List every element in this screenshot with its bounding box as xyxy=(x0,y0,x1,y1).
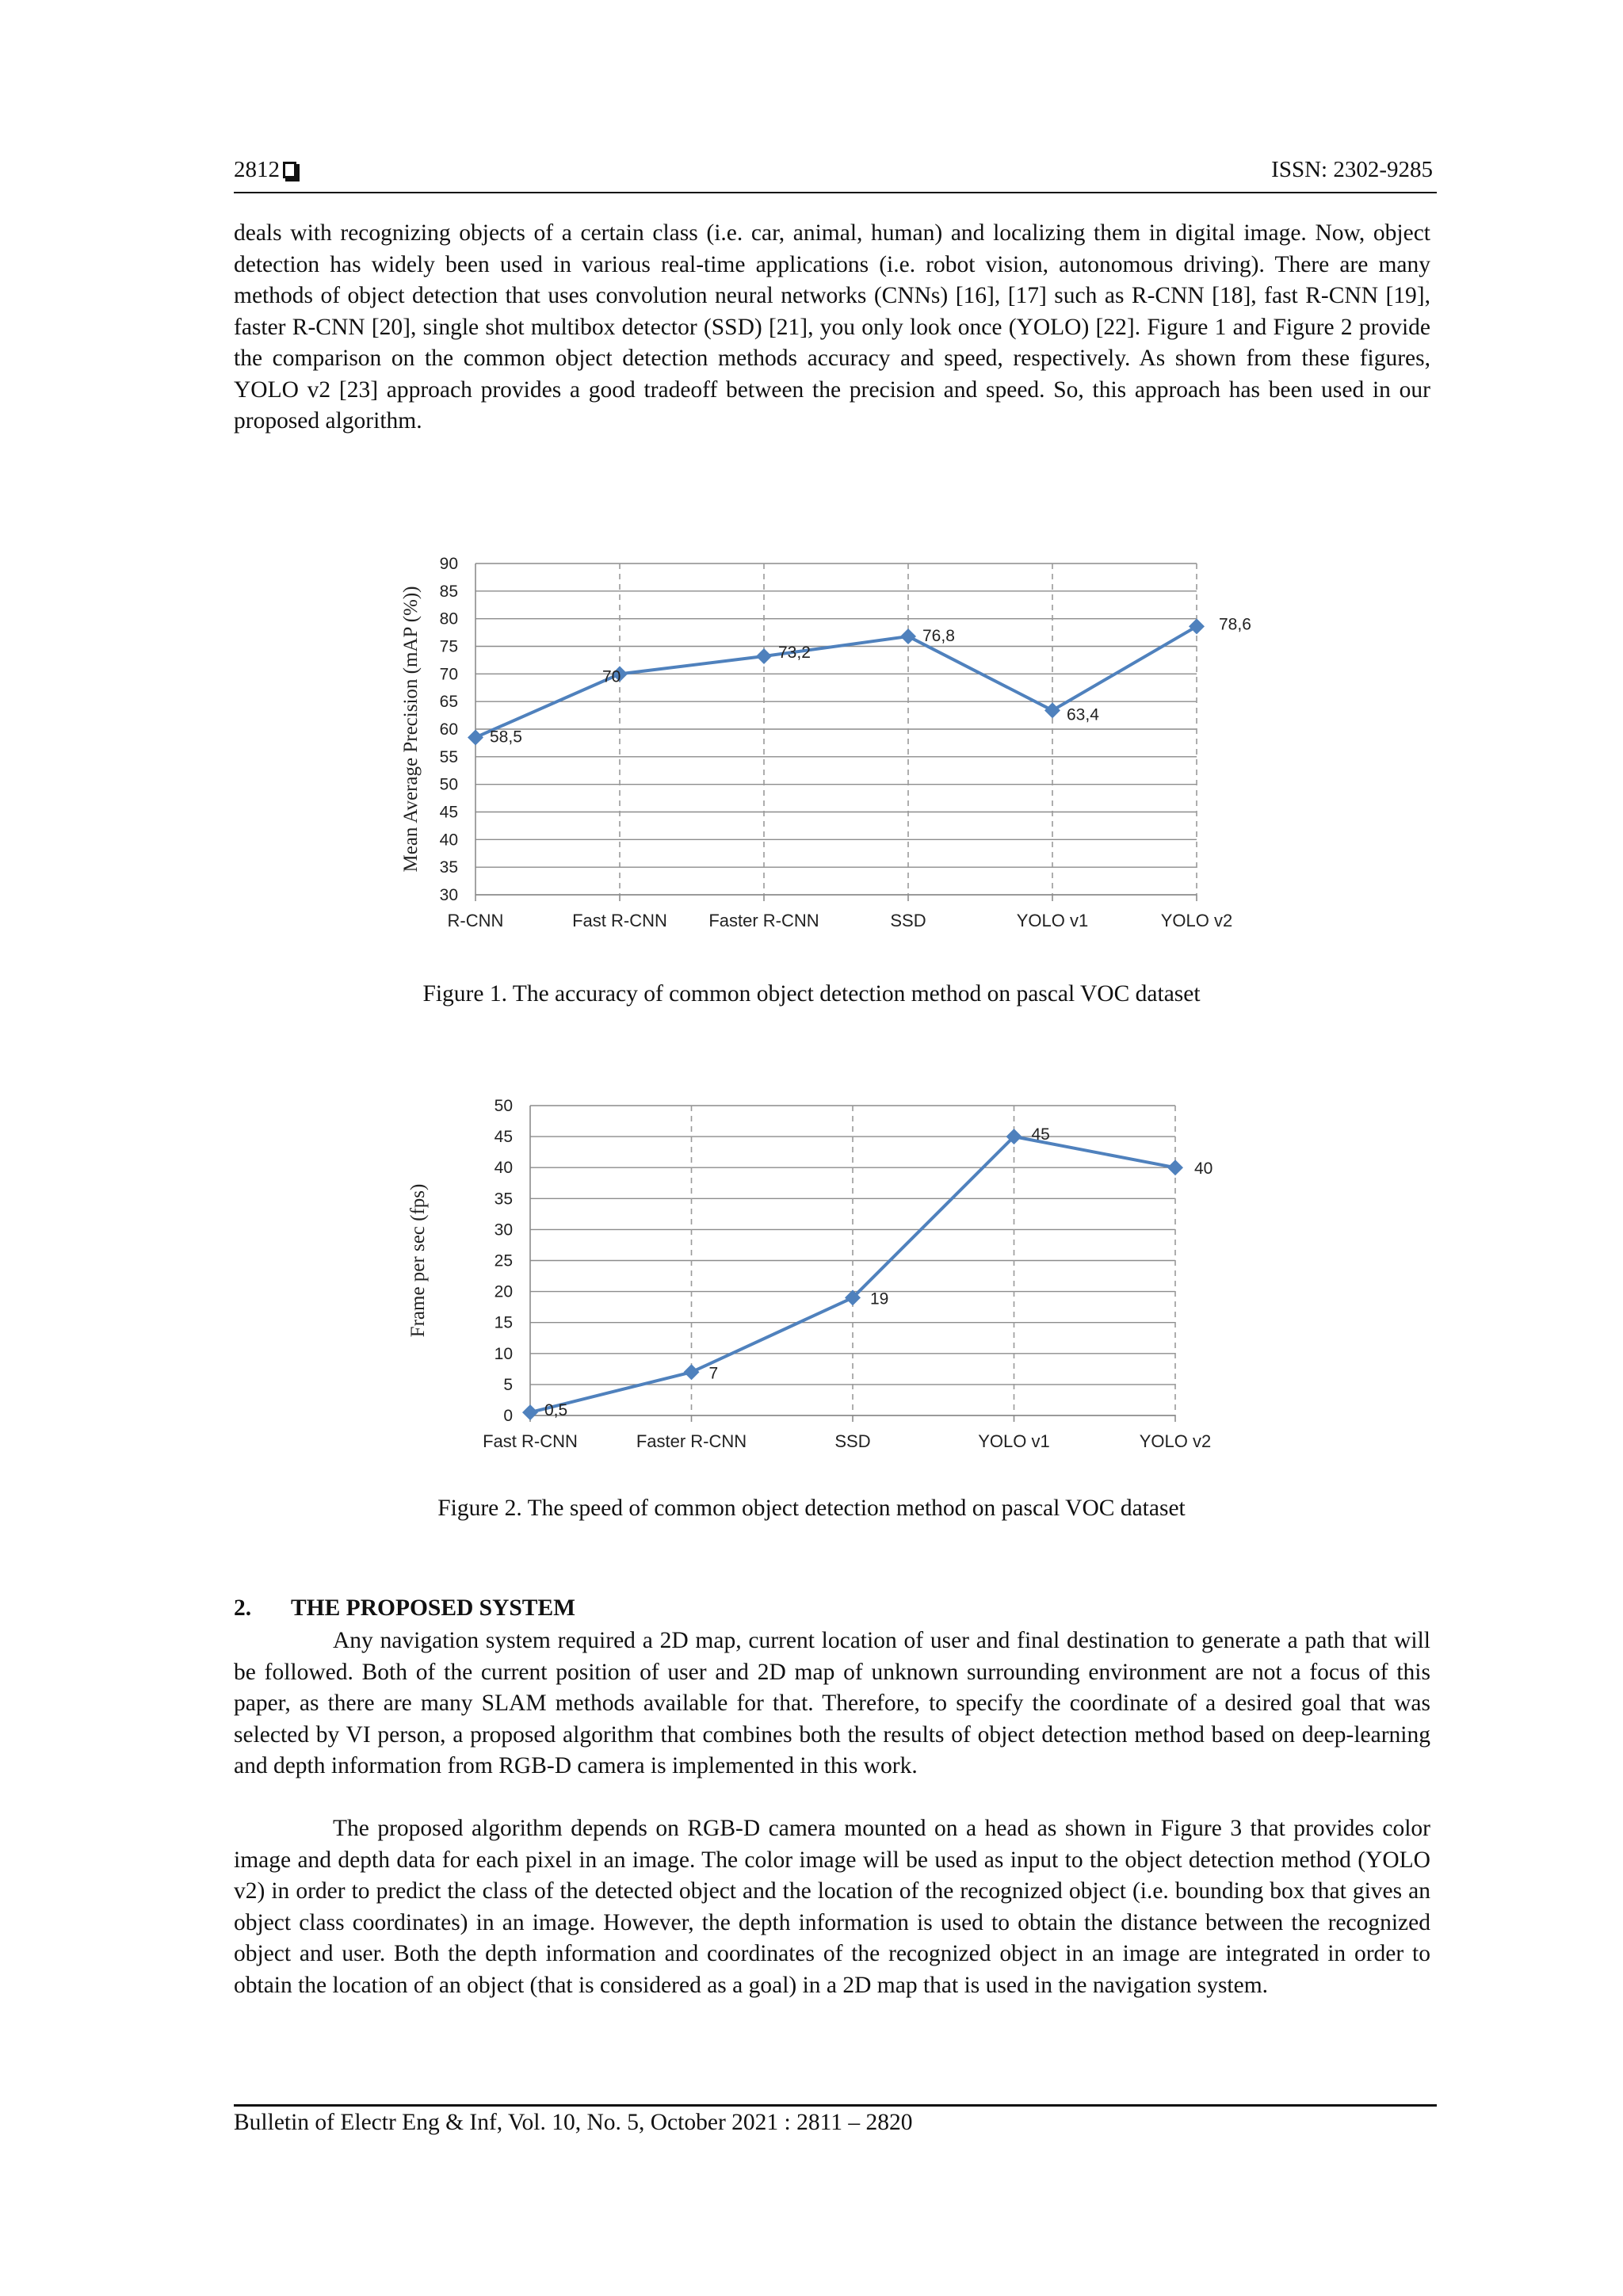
data-point-marker xyxy=(756,648,772,664)
x-tick-label: R-CNN xyxy=(447,911,504,930)
data-point-marker xyxy=(684,1364,700,1380)
y-tick-label: 30 xyxy=(494,1221,513,1240)
y-tick-label: 10 xyxy=(494,1344,513,1363)
y-tick-label: 0 xyxy=(503,1407,513,1425)
data-point-marker xyxy=(1167,1159,1183,1175)
x-tick-label: YOLO v2 xyxy=(1139,1431,1212,1451)
data-label: 73,2 xyxy=(778,644,811,663)
x-tick-label: Faster R-CNN xyxy=(708,911,819,930)
section-title: THE PROPOSED SYSTEM xyxy=(291,1595,575,1621)
y-tick-label: 40 xyxy=(494,1159,513,1178)
x-tick-label: SSD xyxy=(834,1431,871,1451)
y-tick-label: 5 xyxy=(503,1375,513,1394)
journal-issn: ISSN: 2302-9285 xyxy=(1271,157,1433,182)
y-axis-title: Mean Average Precision (mAP (%)) xyxy=(400,586,422,873)
y-tick-label: 45 xyxy=(494,1128,513,1147)
y-tick-label: 35 xyxy=(439,858,458,877)
y-tick-label: 30 xyxy=(439,886,458,904)
header-rule xyxy=(234,192,1437,193)
data-label: 78,6 xyxy=(1219,615,1251,634)
y-tick-label: 35 xyxy=(494,1190,513,1209)
data-point-marker xyxy=(900,628,916,644)
y-axis-title: Frame per sec (fps) xyxy=(407,1183,429,1338)
figure-1-chart xyxy=(388,531,1276,943)
y-tick-label: 90 xyxy=(439,555,458,573)
data-label: 19 xyxy=(870,1289,889,1308)
y-tick-label: 55 xyxy=(439,747,458,766)
data-point-marker xyxy=(468,729,483,745)
x-tick-label: Faster R-CNN xyxy=(636,1431,747,1451)
section-paragraph-2: The proposed algorithm depends on RGB-D camera mounted on a head as shown in Figure 3 that provides color image and depth data for each pixel in an image. The color image will be used as input to the object detection method (YOLO v2) in order to predict the class of the detected object and the location of the recognized object (i.e. bounding box that gives an object class coordinates) in an image. However, the depth information is used to obtain the distance between the recognized object and user. Both the depth information and coordinates of the recognized object in an image are integrated in order to obtain the location of an object (that is considered as a goal) in a 2D map that is used in the navigation system. xyxy=(234,1816,1430,1998)
data-point-marker xyxy=(1044,702,1060,718)
x-tick-label: Fast R-CNN xyxy=(572,911,667,930)
y-tick-label: 20 xyxy=(494,1282,513,1301)
x-tick-label: Fast R-CNN xyxy=(483,1431,578,1451)
footer-citation: Bulletin of Electr Eng & Inf, Vol. 10, No. 5, October 2021 : 2811 – 2820 xyxy=(234,2110,913,2135)
x-tick-label: YOLO v1 xyxy=(1016,911,1089,930)
data-label: 63,4 xyxy=(1067,705,1099,724)
intro-paragraph: deals with recognizing objects of a certain class (i.e. car, animal, human) and localizing them in digital image. Now, object detection has widely been used in various real-time applications (i.e. robot vision, autonomous driving). There are many methods of object detection that uses convolution neural networks (CNNs) [16], [17] such as R-CNN [18], fast R-CNN [19], faster R-CNN [20], single shot multibox detector (SSD) [21], you only look once (YOLO) [22]. Figure 1 and Figure 2 provide the comparison on the common object detection methods accuracy and speed, respectively. As shown from these figures, YOLO v2 [23] approach provides a good tradeoff between the precision and speed. So, this approach has been used in our proposed algorithm. xyxy=(234,220,1430,434)
footer-rule xyxy=(234,2104,1437,2107)
data-label: 7 xyxy=(708,1364,719,1383)
y-tick-label: 75 xyxy=(439,637,458,656)
x-tick-label: YOLO v1 xyxy=(978,1431,1050,1451)
data-label: 40 xyxy=(1194,1159,1213,1179)
section-heading xyxy=(234,1595,575,1622)
y-tick-label: 50 xyxy=(439,775,458,794)
data-label: 70 xyxy=(602,667,621,686)
figure-2-caption: Figure 2. The speed of common object detection method on pascal VOC dataset xyxy=(437,1496,1186,1521)
figure-2-chart xyxy=(388,1070,1276,1458)
data-point-marker xyxy=(1189,618,1205,634)
y-tick-label: 50 xyxy=(494,1097,513,1115)
data-label: 76,8 xyxy=(922,626,955,645)
page-number xyxy=(234,157,296,183)
section-number: 2. xyxy=(234,1595,252,1621)
y-tick-label: 15 xyxy=(494,1313,513,1332)
y-tick-label: 25 xyxy=(494,1251,513,1270)
section-paragraph-1: Any navigation system required a 2D map, current location of user and final destination to generate a path that will be followed. Both of the current position of user and 2D map of unknown surrounding environment are not a focus of this paper, as there are many SLAM methods available for that. Therefore, to specify the coordinate of a desired goal that was selected by VI person, a proposed algorithm that combines both the results of object detection method based on deep-learning and depth information from RGB-D camera is implemented in this work. xyxy=(234,1628,1430,1778)
data-label: 45 xyxy=(1031,1125,1050,1144)
y-tick-label: 80 xyxy=(439,609,458,628)
y-tick-label: 60 xyxy=(439,720,458,739)
data-label: 0,5 xyxy=(544,1401,568,1420)
data-point-marker xyxy=(522,1404,538,1420)
figure-1-caption: Figure 1. The accuracy of common object detection method on pascal VOC dataset xyxy=(422,981,1201,1007)
y-tick-label: 70 xyxy=(439,665,458,684)
x-tick-label: SSD xyxy=(890,911,926,930)
page-number-text: 2812 xyxy=(234,157,280,182)
data-label: 58,5 xyxy=(490,728,522,747)
y-tick-label: 40 xyxy=(439,831,458,850)
y-tick-label: 45 xyxy=(439,803,458,822)
y-tick-label: 85 xyxy=(439,582,458,601)
page-box-icon xyxy=(283,162,296,178)
x-tick-label: YOLO v2 xyxy=(1160,911,1233,930)
y-tick-label: 65 xyxy=(439,693,458,712)
